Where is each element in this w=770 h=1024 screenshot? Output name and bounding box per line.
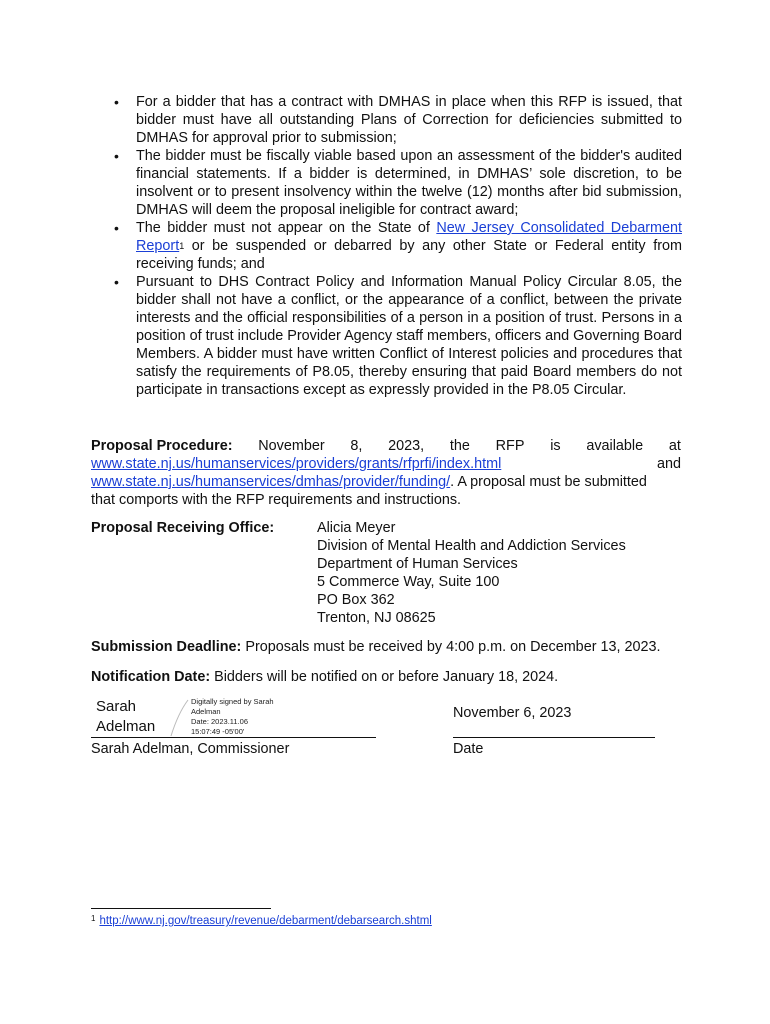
debarment-search-link[interactable]: http://www.nj.gov/treasury/revenue/debarment/debarsearch.shtml [99, 915, 432, 927]
address-line: Alicia Meyer [317, 520, 396, 536]
address-line: PO Box 362 [317, 592, 395, 608]
digital-signature-line: 15:07:49 -05'00' [191, 727, 245, 736]
procedure-text: . A proposal must be submitted [450, 474, 647, 490]
submission-deadline [91, 638, 681, 656]
footnote [91, 915, 432, 927]
bullet-text: or be suspended or debarred by any other State or Federal entity from receiving funds; and [136, 238, 682, 272]
digital-signature-line: Adelman [191, 707, 221, 716]
digital-signature-line: Date: 2023.11.06 [191, 717, 248, 726]
proposal-procedure-paragraph [91, 437, 681, 509]
receiving-office-label: Proposal Receiving Office: [91, 520, 275, 536]
procedure-last-line: that comports with the RFP requirements and instructions. [91, 492, 462, 508]
debarment-report-link[interactable]: New Jersey Consolidated Debarment Report [136, 220, 682, 254]
address-line: Division of Mental Health and Addiction Services [317, 538, 626, 554]
bullet-item: • Pursuant to DHS Contract Policy and Information Manual Policy Circular 8.05, the bidder shall not have a conflict, or the appearance of a conflict, between the private interests and the official responsibilities of a person in a position of trust. Persons in a position of trust include Provider Agency staff members, officers and Governing Board Members. A bidder must have written Conflict of Interest policies and procedures that satisfy the requirements of P8.05, thereby ensuring that paid Board members do not participate in transactions except as expressly provided in the P8.05 Circular. [136, 273, 682, 399]
procedure-word: November [258, 438, 325, 454]
address-line: 5 Commerce Way, Suite 100 [317, 574, 500, 590]
notification-text: Bidders will be notified on or before January 18, 2024. [210, 669, 559, 685]
procedure-first-line [91, 437, 681, 455]
procedure-word: available [586, 438, 644, 454]
deadline-text: Proposals must be received by 4:00 p.m. on December 13, 2023. [241, 639, 661, 655]
bullet-item: • For a bidder that has a contract with DMHAS in place when this RFP is issued, that bidder must have all outstanding Plans of Correction for deficiencies submitted to DMHAS for approval prior to submission; [136, 93, 682, 147]
procedure-word: is [550, 438, 561, 454]
procedure-third-line [91, 473, 681, 491]
bullet-item: • The bidder must be fiscally viable based upon an assessment of the bidder's audited financial statements. If a bidder is determined, in DMHAS’ sole discretion, to be insolvent or to present insolvency within the twelve (12) months after bid submission, DMHAS will deem the proposal ineligible for contract award; [136, 147, 682, 219]
procedure-word: 2023, [388, 438, 425, 454]
procedure-second-line [91, 455, 681, 473]
dmhas-funding-link[interactable]: www.state.nj.us/humanservices/dmhas/provider/funding/ [91, 474, 451, 490]
footnote-number: 1 [91, 914, 96, 923]
bullet-text: The bidder must not appear on the State of [136, 220, 437, 236]
procedure-word: the [449, 438, 470, 454]
address-line: Trenton, NJ 08625 [317, 610, 436, 626]
footnote-divider [91, 908, 271, 909]
signature-name [96, 697, 155, 737]
bullet-item [136, 219, 682, 273]
digital-signature-line: Digitally signed by Sarah [191, 697, 274, 706]
signature-line [91, 737, 376, 738]
signature-stroke-icon [168, 698, 190, 738]
procedure-word: RFP [495, 438, 525, 454]
receiving-office-address [317, 519, 626, 627]
notification-date [91, 668, 681, 686]
signature-first-name: Sarah [96, 698, 137, 715]
procedure-word: at [668, 438, 681, 454]
date-line [453, 737, 655, 738]
address-line: Department of Human Services [317, 556, 518, 572]
signature-caption: Sarah Adelman, Commissioner [91, 741, 290, 757]
notification-label: Notification Date: [91, 669, 211, 685]
procedure-and: and [656, 456, 681, 472]
procedure-word: 8, [350, 438, 363, 454]
signature-last-name: Adelman [96, 718, 156, 735]
footnote-reference: 1 [179, 241, 185, 251]
date-caption: Date [453, 741, 484, 757]
eligibility-bullet-list [136, 93, 682, 399]
procedure-label: Proposal Procedure: [91, 438, 233, 454]
rfp-index-link[interactable]: www.state.nj.us/humanservices/providers/grants/rfprfi/index.html [91, 456, 502, 472]
digital-signature-block [191, 697, 274, 737]
signature-date-value: November 6, 2023 [453, 705, 572, 721]
deadline-label: Submission Deadline: [91, 639, 242, 655]
